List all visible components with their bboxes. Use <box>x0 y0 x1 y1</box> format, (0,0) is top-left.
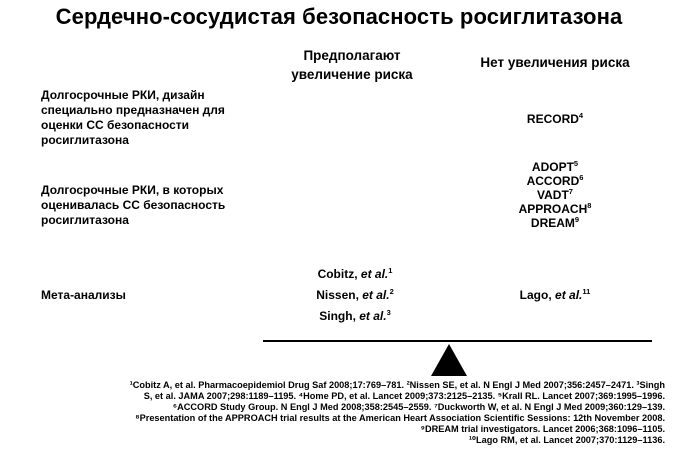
balance-beam <box>263 340 652 342</box>
study-ref: 7 <box>568 187 573 196</box>
reference-line: ⁸Presentation of the APPROACH trial results at the American Heart Association Scientific Sessions: 12th November 2008. <box>135 413 665 424</box>
study-list-meta-increase <box>290 264 420 327</box>
study-list-assessed <box>495 160 615 230</box>
study-dream <box>495 216 615 230</box>
study-adopt <box>495 160 615 174</box>
column-header-increase-line1: Предполагают <box>303 48 401 63</box>
study-name: ACCORD <box>526 174 580 188</box>
study-etal: et al. <box>360 267 389 281</box>
row-label-line: росиглитазона <box>41 133 129 147</box>
study-name: DREAM <box>530 216 575 230</box>
row-label-line: Долгосрочные РКИ, в которых <box>41 183 224 197</box>
study-ref: 3 <box>386 308 391 317</box>
study-ref: 5 <box>573 159 579 168</box>
study-name: Lago, <box>519 288 556 302</box>
reference-line: ⁶ACCORD Study Group. N Engl J Med 2008;358:2545–2559. ⁷Duckworth W, et al. N Engl J Med 2009;360:129–139. <box>172 402 665 413</box>
study-ref: 8 <box>587 201 592 210</box>
row-label-line: специально предназначен для <box>41 103 225 117</box>
row-label-line: Мета-анализы <box>41 288 126 302</box>
study-etal: et al. <box>359 309 387 323</box>
row-label-line: оценивалась СС безопасность <box>41 198 226 212</box>
study-lago <box>490 288 620 302</box>
study-accord <box>495 174 615 188</box>
study-name: APPROACH <box>518 202 588 216</box>
study-cobitz <box>290 264 420 285</box>
study-ref: 2 <box>389 287 394 296</box>
study-ref: 4 <box>578 111 584 120</box>
study-etal: et al. <box>555 288 583 302</box>
study-name: Cobitz, <box>317 267 361 281</box>
study-record <box>495 112 615 126</box>
study-ref: 6 <box>579 173 584 182</box>
study-name: ADOPT <box>531 160 574 174</box>
row-label-line: оценки СС безопасности <box>41 118 190 132</box>
study-etal: et al. <box>362 288 390 302</box>
reference-line: ¹⁰Lago RM, et al. Lancet 2007;370:1129–1136. <box>468 435 665 446</box>
study-singh <box>290 306 420 327</box>
row-label-assessed-trials <box>41 183 266 228</box>
study-nissen <box>290 285 420 306</box>
row-label-dedicated-trials <box>41 88 266 148</box>
row-label-line: Долгосрочные РКИ, дизайн <box>41 88 205 102</box>
study-ref: 11 <box>582 287 591 296</box>
page-title: Сердечно-сосудистая безопасность росиглитазона <box>55 4 623 29</box>
reference-line: ¹Cobitz A, et al. Pharmacoepidemiol Drug Saf 2008;17:769–781. ²Nissen SE, et al. N Engl J Med 2007;356:2457–2471. ³Singh <box>129 380 665 390</box>
study-ref: 9 <box>574 215 580 224</box>
column-header-increase <box>272 46 432 84</box>
study-ref: 1 <box>388 266 393 275</box>
column-header-no-increase <box>455 53 655 72</box>
column-header-increase-line2: увеличение риска <box>291 67 413 82</box>
triangle-fulcrum-icon <box>431 344 467 376</box>
column-header-no-increase-line1: Нет увеличения риска <box>480 55 630 70</box>
study-vadt <box>495 188 615 202</box>
study-name: Singh, <box>319 309 360 323</box>
study-name: VADT <box>537 188 569 202</box>
row-label-meta-analyses <box>41 288 266 303</box>
study-name: RECORD <box>526 112 579 126</box>
reference-line: ⁹DREAM trial investigators. Lancet 2006;368:1096–1105. <box>420 424 665 435</box>
study-name: Nissen, <box>316 288 363 302</box>
reference-line: S, et al. JAMA 2007;298:1189–1195. ⁴Home PD, et al. Lancet 2009;373:2125–2135. ⁵Krall RL. Lancet 2007;369:1995–1996. <box>143 391 665 402</box>
study-approach <box>495 202 615 216</box>
row-label-line: росиглитазона <box>41 213 129 227</box>
references <box>0 380 665 447</box>
